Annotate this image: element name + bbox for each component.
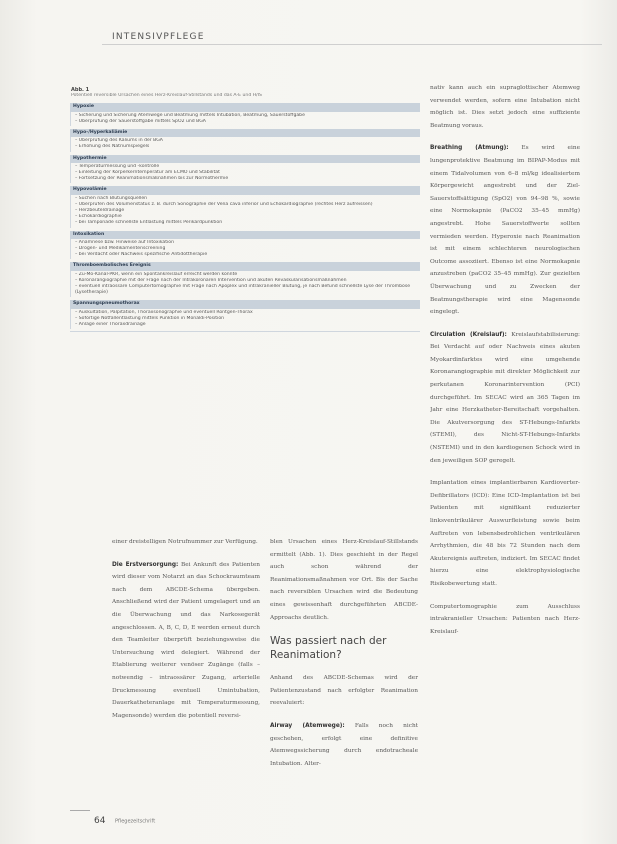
figure-section-heading: Hypothermie (70, 155, 420, 163)
journal-name: Pflegezeitschrift (115, 818, 156, 825)
figure-list-item: – Temperaturmessung und -kontrolle (75, 163, 160, 169)
figure-section-body (70, 112, 420, 126)
figure-section-body (70, 137, 420, 151)
figure-list-item: – Sofortige Notfallentlastung mittels Punktion in Monaldi-Position (75, 315, 225, 321)
figure-bottom-rule (70, 331, 420, 332)
figure-section-heading: Hypo-/Hyperkaliämie (70, 129, 420, 137)
paragraph-text: Es wird eine lungenprotektive Beatmung im BIPAP-Modus mit einem Tidalvolumen von 6–8 ml/kg idealisiertem Körpergewicht angestrebt und der Ziel-Sauerstoffsättigung (SpO2) von 94–98 %, sowie eine Normokapnie (PaCO2 35–45 mmHg) angestrebt. Hohe Sauerstoffwerte sollten vermieden werden. Hyperoxie nach Reanimation ist mit einem schlechteren neurologischen Outcome assoziiert. Ebenso ist eine Normokapnie anzustreben (paCO2 35–45 mmHg). Zur gezielten Überwachung und zu Zwecken der Beatmungstherapie wird eine Magensonde eingelegt. (430, 145, 580, 316)
text-column-2 (270, 536, 418, 780)
paragraph-text: Falls noch nicht geschehen, erfolgt eine definitive Atemwegssicherung durch endotracheale Intubation. Alter- (270, 722, 419, 767)
figure-list-item: – Echokardiographie (75, 214, 122, 220)
figure-section-heading: Thromboembolisches Ereignis (70, 262, 420, 270)
figure-list-item: – Koronarangiographie mit der Frage nach der Intrakoronaren Intervention und akuten Revaskularisationsmaßnahmen (75, 277, 347, 283)
paragraph-text: Bei Ankunft des Patienten wird dieser vom Notarzt an das Schockraumteam nach dem ABCDE-Schema übergeben. Anschließend wird der Patient umgelagert und an die Überwachung und das Narkosegerät angeschlossen. A, B, C, D, E werden erneut durch den Teamleiter überprüft beziehungsweise die Untersuchung wird delegiert. Während der Etablierung weiterer venöser Zugänge (falls – notwendig – intraossärer Zugang, arterielle Druckmessung eventuell Umintubation, Dauerkatheteranlage mit Temperaturmessung, Magensonde) werden die potentiell reversi- (112, 561, 260, 719)
figure-section-heading: Intoxikation (70, 231, 420, 239)
running-header: INTENSIVPFLEGE (112, 32, 205, 42)
figure-list-item: – bei Tamponade schnellste Entlastung mittels Perikardpunktion (75, 220, 223, 226)
text-column-3 (430, 82, 580, 807)
figure-caption: Potentiell reversible Ursachen eines Herz-Kreislauf-Stillstands und das A-E und H/IS (71, 93, 262, 99)
paragraph (270, 720, 418, 770)
paragraph: einer dreistelligen Notrufnummer zur Verfügung. (112, 539, 258, 545)
figure-list-item: – bei Verdacht oder Nachweis spezifische Antidottherapie (75, 252, 208, 258)
figure-list-item: – Herzbeuteldrainage (75, 207, 125, 213)
page-number: 64 (94, 816, 106, 826)
figure-list-item: – Sicherung und Sicherung Atemwege und Beatmung mittels Intubation, Beatmung, Sauerstoffgabe (75, 112, 305, 118)
figure-list-item: – Zu-Mo-Kanal-PKR, wenn ein Spontankreislauf erreicht werden konnte (75, 271, 238, 277)
paragraph-text: Kreislaufstabilisierung: Bei Verdacht auf oder Nachweis eines akuten Myokardinfarktes wird eine umgehende Koronarangiographie mit direkter Möglichkeit zur perkutanen Koronarintervention (PCI) durchgeführt. Im SECAC wird an 365 Tagen im Jahr eine Herzkatheter-Bereitschaft vorgehalten. Die Akutversorgung des ST-Hebungs-Infarkts (STEMI), des Nicht-ST-Hebungs-Infarkts (NSTEMI) und in den kardiogenen Schock wird in den jeweiligen SOP geregelt. (430, 331, 580, 464)
figure-list-item: – Erhöhung des Natriumspiegels (75, 144, 150, 150)
header-rule (102, 44, 602, 45)
figure-list-item: – eventuell intraossäre Computertomographie mit Frage nach Apoplex und intrakranieller Blutung, je nach Befund schnellste Lyse der Thrombose (Lysetherapie) (75, 283, 411, 296)
paragraph: Computertomographie zum Ausschluss intrakranieller Ursachen: Patienten nach Herz-Kreislauf- (430, 603, 580, 635)
figure-list-item: – Fortsetzung der Reanimationsmaßnahmen bis zur Normothermie (75, 176, 229, 182)
paragraph: Implantation eines implantierbaren Kardioverter-Defibrillators (ICD): Eine ICD-Implantation ist bei Patienten mit signifikant reduzierter linksventrikulärer Auswurfleistung sowie beim Auftreten von lebensbedrohlichen ventrikulären Arrhythmien, die 48 bis 72 Stunden nach dem Akutereignis auftreten, indiziert. Im SECAC findet hierzu eine elektrophysiologische Risikobewertung statt. (430, 480, 580, 587)
section-subheading: Was passiert nach der Reanimation? (270, 635, 387, 662)
figure-section-body (70, 239, 420, 260)
figure-label: Abb. 1 (71, 87, 90, 93)
paragraph: Anhand des ABCDE-Schemas wird der Patientenzustand nach erfolgter Reanimation reevaluiert: (270, 675, 418, 707)
figure-list-item: – Drogen- und Medikamentenscreening (75, 245, 166, 251)
figure-list-item: – Überprüfen des Volumenstatus z. B. durch Sonographie der Vena cava inferior und Echokardiographie (rechtes Herz aufreissen) (75, 201, 373, 207)
figure-list-item: – Suchen nach Blutungsquellen (75, 195, 148, 201)
paragraph: nativ kann auch ein supraglottischer Atemweg verwendet werden, sofern eine Intubation nicht möglich ist. Dies setzt jedoch eine suffiziente Beatmung voraus. (430, 85, 580, 129)
figure-section-heading: Hypovolämie (70, 186, 420, 194)
figure-list-item: – Anlage einer Thoraxdrainage (75, 321, 146, 327)
run-in-heading: Breathing (Atmung): (430, 145, 509, 152)
figure-section-body (70, 271, 420, 298)
page-footer (94, 816, 155, 826)
paragraph (430, 329, 580, 468)
figure-section-body (70, 309, 420, 330)
paragraph (430, 142, 580, 318)
footer-rule (70, 810, 90, 811)
run-in-heading: Die Erstversorgung: (112, 561, 179, 568)
paragraph: blen Ursachen eines Herz-Kreislauf-Stillstands ermittelt (Abb. 1). Dies geschieht in der Regel auch schon während der Reanimationsmaßnahmen vor Ort. Bis der Sache nach reversiblen Ursachen wird die Bedeutung eines gewissenhaft durchgeführten ABCDE-Approachs deutlich. (270, 539, 418, 621)
figure-list-item: – Anamnese bzw. Hinweise auf Intoxikation (75, 239, 175, 245)
figure-section-heading: Hypoxie (70, 103, 420, 111)
run-in-heading: Circulation (Kreislauf): (430, 331, 507, 338)
run-in-heading: Airway (Atemwege): (270, 722, 345, 729)
text-column-1 (112, 536, 260, 732)
figure-list-item: – Einleitung der Körperkerntemperatur am ECMO und Stabilität (75, 169, 220, 175)
figure-list-item: – Überprüfung des Kaliums in der BGA (75, 138, 163, 144)
figure-section-body (70, 195, 420, 228)
figure-list-item: – Überprüfung der Sauerstoffgabe mittels SpO2 und BGA (75, 118, 206, 124)
figure-section-body (70, 163, 420, 184)
figure-box (70, 84, 420, 332)
figure-list-item: – Auskultation, Palpitation, Thoraxsonographie und eventuell Röntgen-Thorax (75, 309, 253, 315)
paragraph (112, 559, 260, 723)
figure-section-heading: Spannungspneumothorax (70, 300, 420, 308)
